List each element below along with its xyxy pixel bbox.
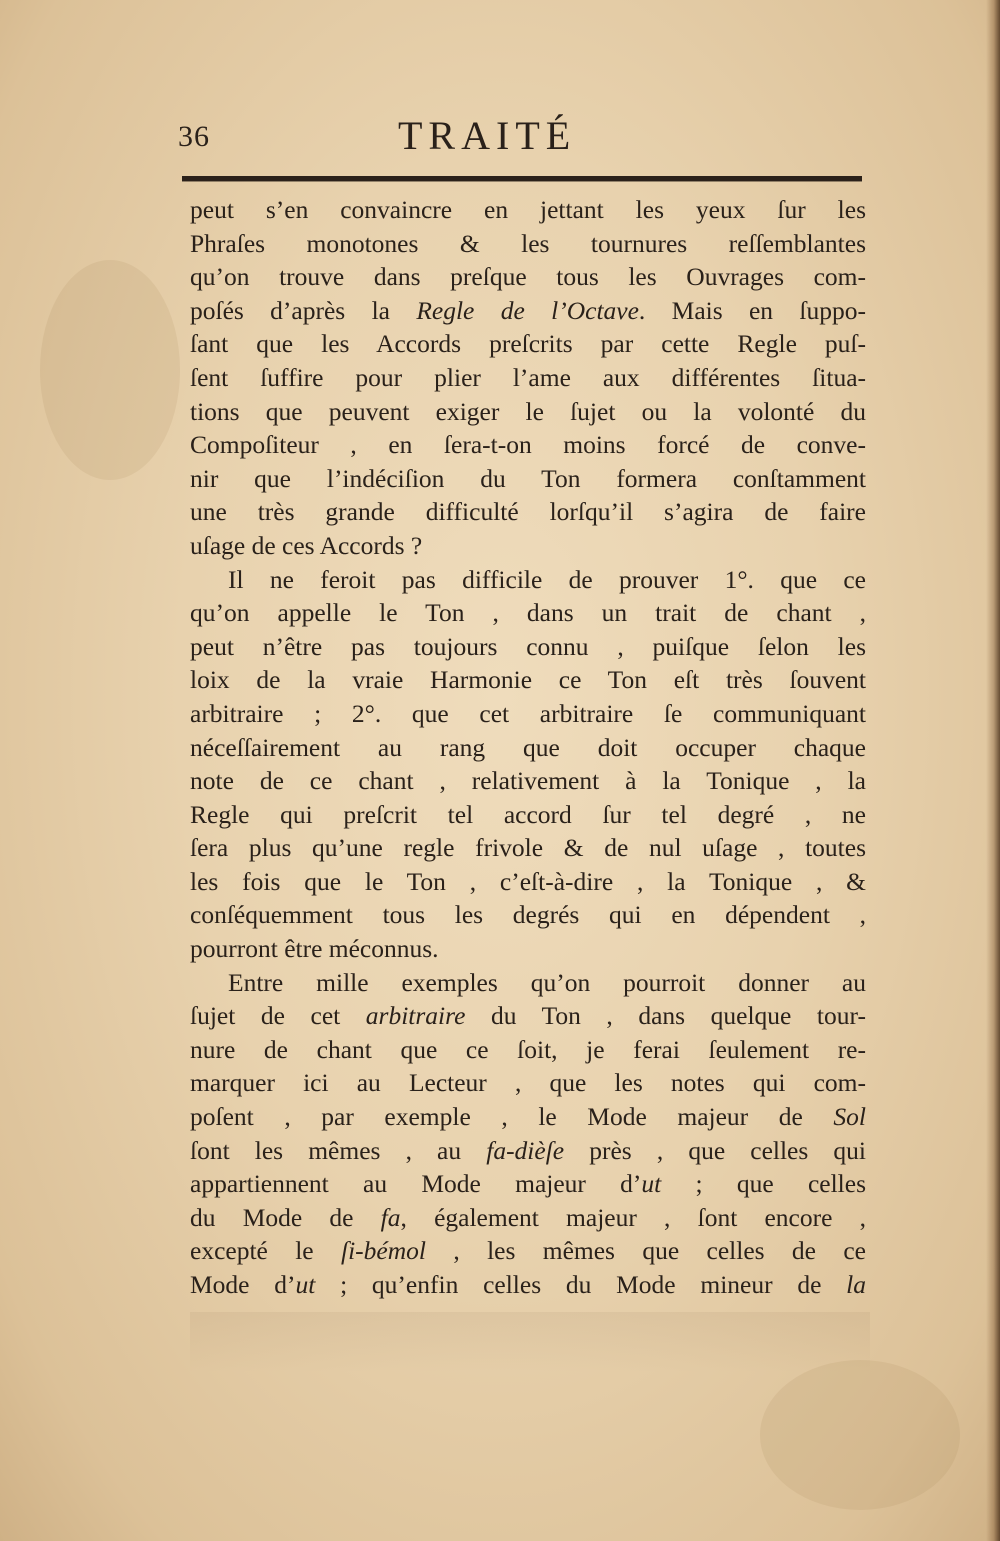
page-header (0, 108, 1000, 168)
text-segment: une très grande difficulté lorſqu’il s’agira de faire (190, 497, 866, 527)
page-edge-shadow (986, 0, 1000, 1541)
text-segment: pourront être méconnus. (190, 934, 439, 964)
text-segment: ſera plus qu’une regle frivole & de nul uſage , toutes (190, 833, 866, 863)
text-segment: arbitraire ; 2°. que cet arbitraire ſe communiquant (190, 698, 866, 728)
text-segment: , également majeur , ſont encore , (400, 1202, 866, 1232)
text-segment: Compoſiteur , en ſera-t-on moins forcé de conve- (190, 430, 866, 460)
text-segment: qu’on trouve dans preſque tous les Ouvrages com- (190, 262, 866, 292)
text-segment: ; que celles (661, 1169, 866, 1199)
text-line (190, 1167, 866, 1201)
text-segment: ſont les mêmes , au (190, 1135, 487, 1165)
text-segment: ſujet de cet (190, 1001, 366, 1031)
text-segment: uſage de ces Accords ? (190, 530, 423, 560)
text-line (190, 1100, 866, 1134)
italic-text: ſi-bémol (340, 1236, 426, 1266)
paper-stain (760, 1360, 960, 1510)
text-segment: nure de chant que ce ſoit, je ferai ſeulement re- (190, 1034, 866, 1064)
text-line (190, 327, 866, 361)
text-segment: peut n’être pas toujours connu , puiſque ſelon les (190, 631, 866, 661)
running-title: TRAITÉ (398, 113, 577, 158)
text-segment: peut s’en convaincre en jettant les yeux ſur les (190, 195, 866, 224)
text-line (190, 1066, 866, 1100)
text-segment: appartiennent au Mode majeur d’ (190, 1169, 642, 1199)
text-line (190, 630, 866, 664)
italic-text: arbitraire (365, 1001, 466, 1031)
text-segment: Phraſes monotones & les tournures reſſemblantes (190, 228, 866, 258)
text-line (190, 529, 866, 563)
text-line (190, 428, 866, 462)
text-line (190, 999, 866, 1033)
text-line (190, 831, 866, 865)
text-line (190, 966, 866, 1000)
italic-text: ut (641, 1169, 662, 1199)
text-segment: qu’on appelle le Ton , dans un trait de chant , (190, 598, 866, 628)
text-segment: du Mode de (190, 1202, 381, 1232)
text-line (190, 260, 866, 294)
text-line (190, 1033, 866, 1067)
text-line (190, 596, 866, 630)
text-segment: ; qu’enfin celles du Mode mineur de (315, 1270, 847, 1299)
text-segment: néceſſairement au rang que doit occuper chaque (190, 732, 866, 762)
text-segment: excepté le (190, 1236, 341, 1266)
text-segment: loix de la vraie Harmonie ce Ton eſt très ſouvent (190, 665, 866, 695)
text-line (190, 1201, 866, 1235)
text-line (190, 731, 866, 765)
text-segment: Regle qui preſcrit tel accord ſur tel degré , ne (190, 799, 866, 829)
text-segment: près , que celles qui (564, 1135, 866, 1165)
text-segment: note de ce chant , relativement à la Tonique , la (190, 766, 866, 796)
text-line (190, 462, 866, 496)
text-segment: Entre mille exemples qu’on pourroit donner au (228, 967, 866, 997)
text-segment: Il ne feroit pas difficile de prouver 1°. que ce (228, 564, 866, 594)
text-segment: marquer ici au Lecteur , que les notes qui com- (190, 1068, 866, 1098)
show-through (190, 1312, 870, 1372)
text-line (190, 932, 866, 966)
text-line (190, 495, 866, 529)
text-line (190, 294, 866, 328)
text-line (190, 361, 866, 395)
paper-stain (40, 260, 180, 480)
text-segment: du Ton , dans quelque tour- (465, 1001, 866, 1031)
text-segment: ſent ſuffire pour plier l’ame aux différentes ſitua- (190, 362, 866, 392)
text-line (190, 395, 866, 429)
text-line (190, 1268, 866, 1302)
text-segment: ſant que les Accords preſcrits par cette Regle puſ- (190, 329, 866, 359)
page-number: 36 (178, 120, 210, 153)
italic-text: fa-dièſe (486, 1135, 565, 1165)
body-text (190, 193, 866, 1302)
text-segment: les fois que le Ton , c’eſt-à-dire , la Tonique , & (190, 866, 866, 896)
text-segment: poſés d’après la (190, 295, 417, 325)
text-segment: conſéquemment tous les degrés qui en dépendent , (190, 900, 866, 930)
header-rule (182, 176, 862, 181)
text-segment: , les mêmes que celles de ce (425, 1236, 866, 1266)
italic-text: Sol (833, 1102, 866, 1132)
text-segment: . Mais en ſuppo- (638, 295, 866, 325)
text-line (190, 227, 866, 261)
italic-text: ut (295, 1270, 316, 1299)
text-line (190, 193, 866, 227)
text-line (190, 697, 866, 731)
text-segment: poſent , par exemple , le Mode majeur de (190, 1102, 834, 1132)
text-line (190, 1134, 866, 1168)
text-segment: Mode d’ (190, 1270, 296, 1299)
text-line (190, 1234, 866, 1268)
text-line (190, 563, 866, 597)
text-line (190, 764, 866, 798)
text-segment: tions que peuvent exiger le ſujet ou la volonté du (190, 396, 866, 426)
italic-text: fa (380, 1202, 401, 1232)
text-line (190, 798, 866, 832)
text-line (190, 663, 866, 697)
text-line (190, 865, 866, 899)
italic-text: Regle de l’Octave (416, 295, 639, 325)
italic-text: la (846, 1270, 867, 1299)
text-line (190, 898, 866, 932)
text-segment: nir que l’indéciſion du Ton formera conſtamment (190, 463, 866, 493)
